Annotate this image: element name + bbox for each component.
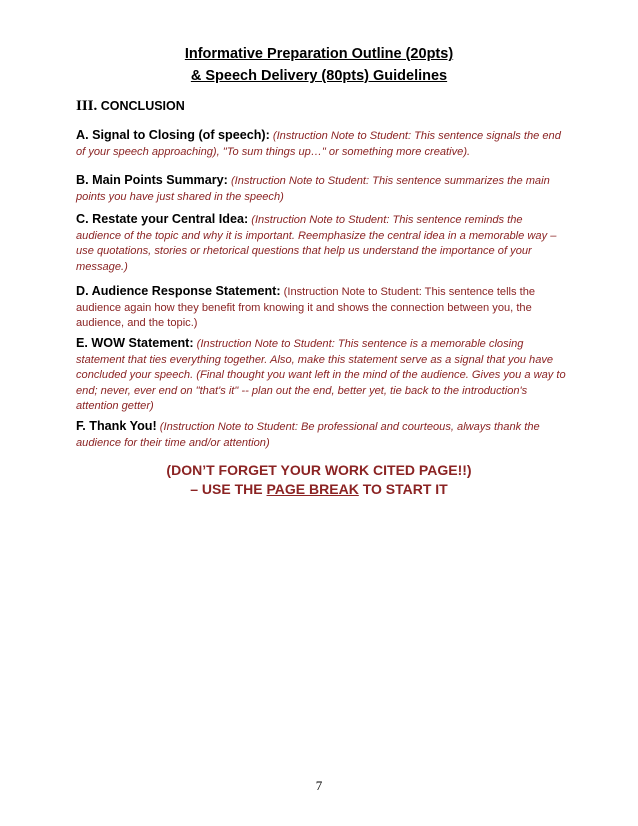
item-audience-response (76, 284, 566, 332)
section-title: CONCLUSION (100, 99, 185, 113)
doc-title-line-2: & Speech Delivery (80pts) Guidelines (190, 68, 448, 84)
item-label: E. WOW Statement: (76, 336, 194, 350)
page-break-link: PAGE BREAK (266, 481, 359, 497)
item-note: (Instruction Note to Student: This sentence summarizes the main points you have just shared in the speech) (76, 175, 550, 203)
item-note: (Instruction Note to Student: Be professional and courteous, always thank the audience for their time and/or attention) (76, 421, 540, 449)
page-number: 7 (315, 778, 323, 793)
item-label: F. Thank You! (76, 419, 157, 433)
reminder-suffix: TO START IT (358, 481, 448, 497)
item-main-points-summary (76, 173, 566, 205)
doc-title-line-1: Informative Preparation Outline (20pts) (184, 46, 454, 62)
section-numeral: III. (76, 98, 98, 114)
item-note: (Instruction Note to Student: This sentence tells the audience again how they benefit from knowing it and shows the connection between you, the audience, and the topic.) (76, 286, 536, 329)
item-thank-you (76, 419, 566, 451)
item-label: B. Main Points Summary: (76, 173, 228, 187)
reminder-prefix: – USE THE (190, 481, 267, 497)
item-label: C. Restate your Central Idea: (76, 212, 249, 226)
item-note: (Instruction Note to Student: This sentence is a memorable closing statement that ties everything together. Also, make this statement serve as a signal that you have concluded your speech. (Final thought you want left in the mind of the audience. Gives you a way to end; never, ever end on "that's it" -- plan out the end, better yet, tie back to the introduction's attention getter) (76, 338, 566, 412)
item-note: (Instruction Note to Student: This sentence signals the end of your speech approaching), "To sum things up…" or something more creative). (76, 130, 561, 158)
reminder-line-1: (DON’T FORGET YOUR WORK CITED PAGE!!) (166, 462, 472, 478)
item-note: (Instruction Note to Student: This sentence reminds the audience of the topic and why it is important. Reemphasize the central idea in a memorable way – use quotations, stories or rhetorical questions that help us understand the importance of your message.) (76, 214, 557, 273)
item-signal-to-closing (76, 128, 566, 160)
item-wow-statement (76, 336, 566, 415)
reminder-line-2 (0, 480, 638, 498)
item-label: D. Audience Response Statement: (76, 284, 281, 298)
item-label: A. Signal to Closing (of speech): (76, 128, 270, 142)
item-restate-central-idea (76, 212, 566, 275)
section-heading (76, 97, 185, 115)
